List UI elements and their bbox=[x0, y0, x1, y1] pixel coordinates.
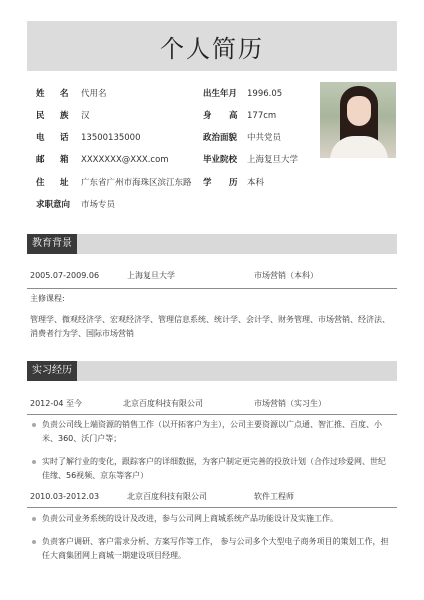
bullet-dot bbox=[32, 423, 36, 427]
education-section-header bbox=[27, 234, 397, 254]
degree-label-char-2: 历 bbox=[229, 178, 238, 188]
birth-value: 1996.05 bbox=[247, 89, 283, 99]
intent-value: 市场专员 bbox=[81, 200, 116, 210]
politics-label: 政治面貌 bbox=[203, 133, 238, 143]
education-period: 2005.07-2009.06 bbox=[30, 271, 100, 280]
name-value: 代用名 bbox=[81, 89, 107, 99]
title-banner bbox=[27, 21, 397, 71]
bullet-dot bbox=[32, 540, 36, 544]
name-label-char-2: 名 bbox=[60, 89, 69, 99]
height-value: 177cm bbox=[247, 111, 277, 121]
degree-label-char-1: 学 bbox=[203, 178, 212, 188]
profile-politics-row bbox=[203, 131, 313, 145]
profile-photo bbox=[320, 82, 396, 158]
phone-label-char-1: 电 bbox=[36, 133, 45, 143]
job-1-divider bbox=[27, 414, 397, 415]
bullet-dot bbox=[32, 460, 36, 464]
profile-intent-row bbox=[36, 198, 186, 212]
courses-text: 管理学、微观经济学、宏观经济学、管理信息系统、统计学、会计学、财务管理、市场营销、经济法、消费者行为学、国际市场营销 bbox=[30, 315, 390, 338]
degree-value: 本科 bbox=[247, 178, 265, 188]
profile-email-row bbox=[36, 153, 186, 167]
profile-name-row bbox=[36, 87, 186, 101]
education-major: 市场营销（本科） bbox=[254, 271, 318, 280]
job-2-divider bbox=[27, 507, 397, 508]
profile-birth-row bbox=[203, 87, 313, 101]
education-school: 上海复旦大学 bbox=[127, 271, 175, 280]
job-2-period: 2010.03-2012.03 bbox=[30, 492, 100, 501]
email-label-char-1: 邮 bbox=[36, 155, 45, 165]
ethnic-value: 汉 bbox=[81, 111, 90, 121]
email-label-char-2: 箱 bbox=[60, 155, 69, 165]
ethnic-label-char-1: 民 bbox=[36, 111, 45, 121]
profile-ethnic-row bbox=[36, 109, 186, 123]
education-divider bbox=[27, 288, 397, 289]
courses-label: 主修课程: bbox=[30, 294, 65, 303]
job-1-role: 市场营销（实习生） bbox=[254, 399, 326, 408]
school-value: 上海复旦大学 bbox=[247, 155, 299, 165]
address-value: 广东省广州市海珠区滨江东路 bbox=[81, 178, 192, 188]
phone-label-char-2: 话 bbox=[60, 133, 69, 143]
experience-heading: 实习经历 bbox=[27, 361, 77, 381]
job-1-period: 2012-04 至今 bbox=[30, 399, 82, 408]
ethnic-label-char-2: 族 bbox=[60, 111, 69, 121]
profile-phone-row bbox=[36, 131, 186, 145]
intent-label: 求职意向 bbox=[36, 200, 71, 210]
experience-section-header bbox=[27, 361, 397, 381]
birth-label: 出生年月 bbox=[203, 89, 238, 99]
job-2-role: 软件工程师 bbox=[254, 492, 294, 501]
email-value: XXXXXXX@XXX.com bbox=[81, 155, 169, 165]
politics-value: 中共党员 bbox=[247, 133, 282, 143]
profile-address-row bbox=[36, 176, 206, 190]
job-1-bullet-2: 实时了解行业的变化，跟踪客户的详细数据，为客户制定更完善的投放计划（合作过珍爱网、世纪佳缘、56视频、京东等客户） bbox=[42, 457, 386, 480]
school-label: 毕业院校 bbox=[203, 155, 238, 165]
bullet-dot bbox=[32, 517, 36, 521]
address-label-char-1: 住 bbox=[36, 178, 45, 188]
job-1-company: 北京百度科技有限公司 bbox=[123, 399, 203, 408]
page-title: 个人简历 bbox=[160, 35, 264, 63]
education-heading: 教育背景 bbox=[27, 234, 77, 254]
address-label-char-2: 址 bbox=[60, 178, 69, 188]
job-2-company: 北京百度科技有限公司 bbox=[127, 492, 207, 501]
phone-value: 13500135000 bbox=[81, 133, 141, 143]
photo-face bbox=[347, 96, 371, 126]
height-label-char-2: 高 bbox=[229, 111, 238, 121]
profile-height-row bbox=[203, 109, 313, 123]
job-1-bullet-1: 负责公司线上端资源的销售工作（以开拓客户为主），公司主要资源以广点通、智汇推、百度、小米、360、沃门户等； bbox=[42, 420, 382, 443]
height-label-char-1: 身 bbox=[203, 111, 212, 121]
job-2-bullet-1: 负责公司业务系统的设计及改进，参与公司网上商城系统产品功能设计及实施工作。 bbox=[42, 514, 338, 523]
photo-shoulders bbox=[330, 136, 388, 158]
job-2-bullet-2: 负责客户调研、客户需求分析、方案写作等工作， 参与公司多个大型电子商务项目的策划工作，担任大商集团网上商城一期建设项目经理。 bbox=[42, 537, 389, 560]
profile-degree-row bbox=[203, 176, 313, 190]
profile-school-row bbox=[203, 153, 313, 167]
name-label-char-1: 姓 bbox=[36, 89, 45, 99]
